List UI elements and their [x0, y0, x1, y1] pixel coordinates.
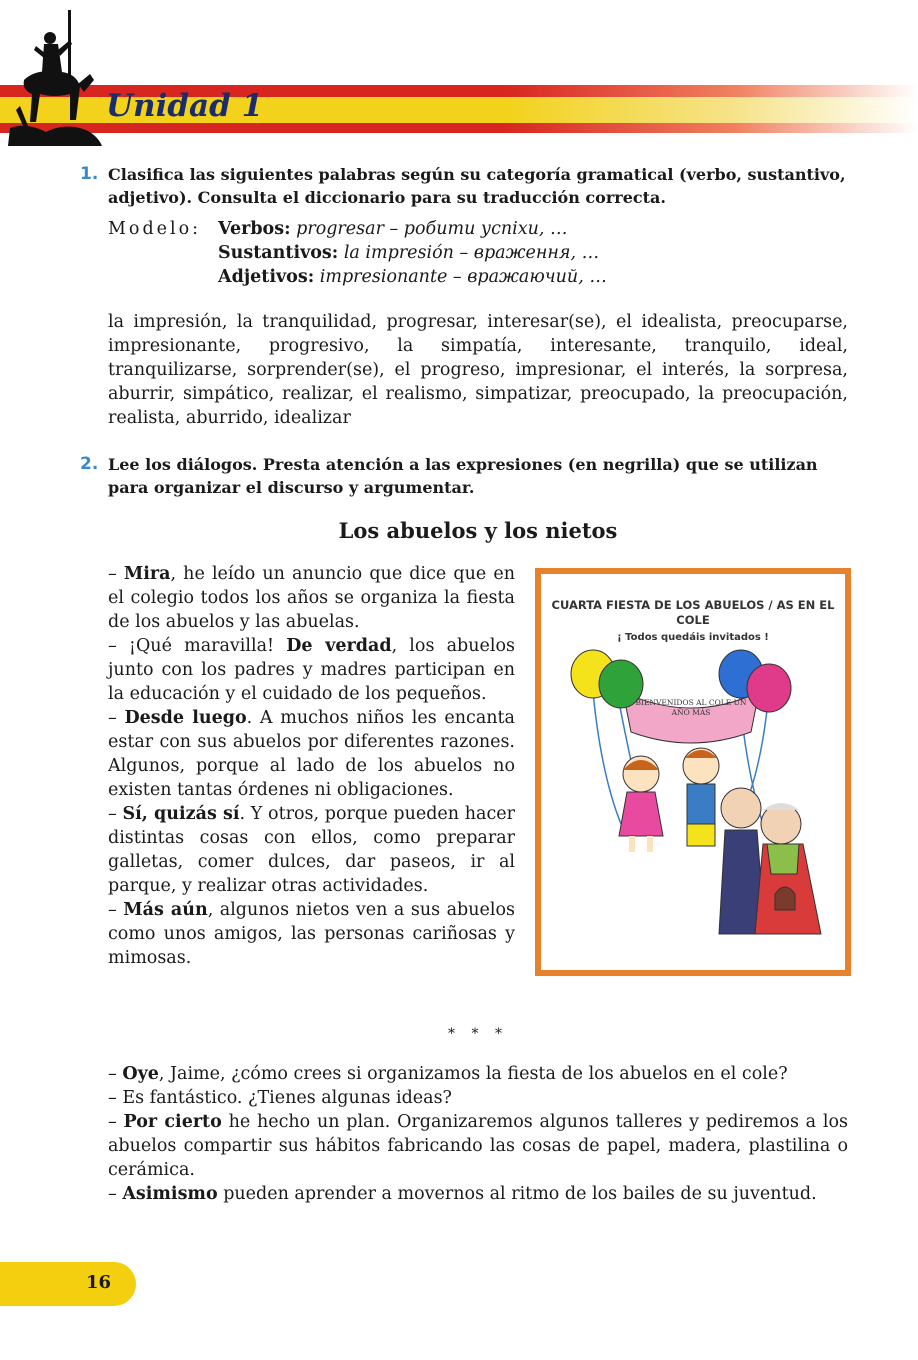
exercise-1-instruction: Clasifica las siguientes palabras según su categoría gramatical (verbo, sustantivo, adjetivo). Consulta el diccionario para su traducción correcta. — [108, 165, 846, 207]
dialog-line: – Mira, he leído un anuncio que dice que en el colegio todos los años se organiza la fiesta de los abuelos y las abuelas. — [108, 564, 515, 632]
section-separator: * * * — [448, 1026, 508, 1042]
page-number: 16 — [86, 1272, 112, 1293]
dialog-line: – Oye, Jaime, ¿cómo crees si organizamos la fiesta de los abuelos en el cole? — [108, 1064, 788, 1084]
poster-illustration — [535, 568, 851, 976]
dialog-line: – Más aún, algunos nietos ven a sus abuelos como unos amigos, las personas cariñosas y mimosas. — [108, 900, 515, 968]
model-example: impresionante – вражаючий, … — [319, 267, 607, 287]
dialog-line: – Desde luego. A muchos niños les encanta estar con sus abuelos por diferentes razones. Algunos, porque al lado de los abuelos no existen tantas órdenes ni obligaciones. — [108, 708, 515, 800]
exercise-2-number: 2. — [80, 454, 99, 474]
unit-title: Unidad 1 — [106, 88, 264, 124]
exercise-1-number: 1. — [80, 164, 99, 184]
poster-subtitle: ¡ Todos quedáis invitados ! — [617, 632, 769, 643]
exercise-2-instruction: Lee los diálogos. Presta atención a las expresiones (en negrilla) que se utilizan para organizar el discurso y argumentar. — [108, 455, 818, 497]
model-category: Verbos: — [218, 219, 291, 239]
model-line-adjectives — [218, 265, 818, 289]
model-line-nouns — [218, 241, 818, 265]
dialog-line: – Sí, quizás sí. Y otros, porque pueden hacer distintas cosas con ellos, como preparar galletas, comer dulces, dar paseos, ir al parque, y realizar otras actividades. — [108, 804, 515, 896]
header-red-stripe-bottom — [0, 123, 918, 133]
model-example: la impresión – враження, … — [343, 243, 600, 263]
model-example: progresar – робити успіхи, … — [296, 219, 568, 239]
story-title: Los abuelos y los nietos — [338, 518, 618, 543]
model-category: Adjetivos: — [218, 267, 315, 287]
dialog-line: – Es fantástico. ¿Tienes algunas ideas? — [108, 1088, 452, 1108]
model-category: Sustantivos: — [218, 243, 339, 263]
dialog-line: – ¡Qué maravilla! De verdad, los abuelos junto con los padres y madres participan en la educación y el cuidado de los pequeños. — [108, 636, 515, 704]
dialog-line: – Por cierto he hecho un plan. Organizaremos algunos talleres y pediremos a los abuelos compartir sus hábitos fabricando las cosas de papel, madera, plastilina o cerámica. — [108, 1112, 848, 1180]
don-quixote-silhouette-icon — [6, 10, 106, 150]
word-list: la impresión, la tranquilidad, progresar, interesar(se), el idealista, preocuparse, impresionante, progresivo, la simpatía, interesante, tranquilo, ideal, tranquilizarse, sorprender(se), el progreso, impresionar, el interés, la sorpresa, aburrir, simpático, realizar, el realismo, simpatizar, preocupado, la preocupación, realista, aburrido, idealizar — [108, 312, 848, 428]
model-label: Modelo: — [108, 219, 202, 239]
dialog-1 — [108, 562, 515, 970]
dialog-line: – Asimismo pueden aprender a movernos al ritmo de los bailes de su juventud. — [108, 1184, 817, 1204]
dialog-2 — [108, 1062, 848, 1206]
model-line-verbs — [218, 217, 818, 241]
page-number-tab — [0, 1262, 136, 1306]
poster-title: CUARTA FIESTA DE LOS ABUELOS / AS EN EL COLE — [551, 598, 835, 627]
banner-text: BIENVENIDOS AL COLE UN AÑO MÁS — [635, 698, 747, 717]
